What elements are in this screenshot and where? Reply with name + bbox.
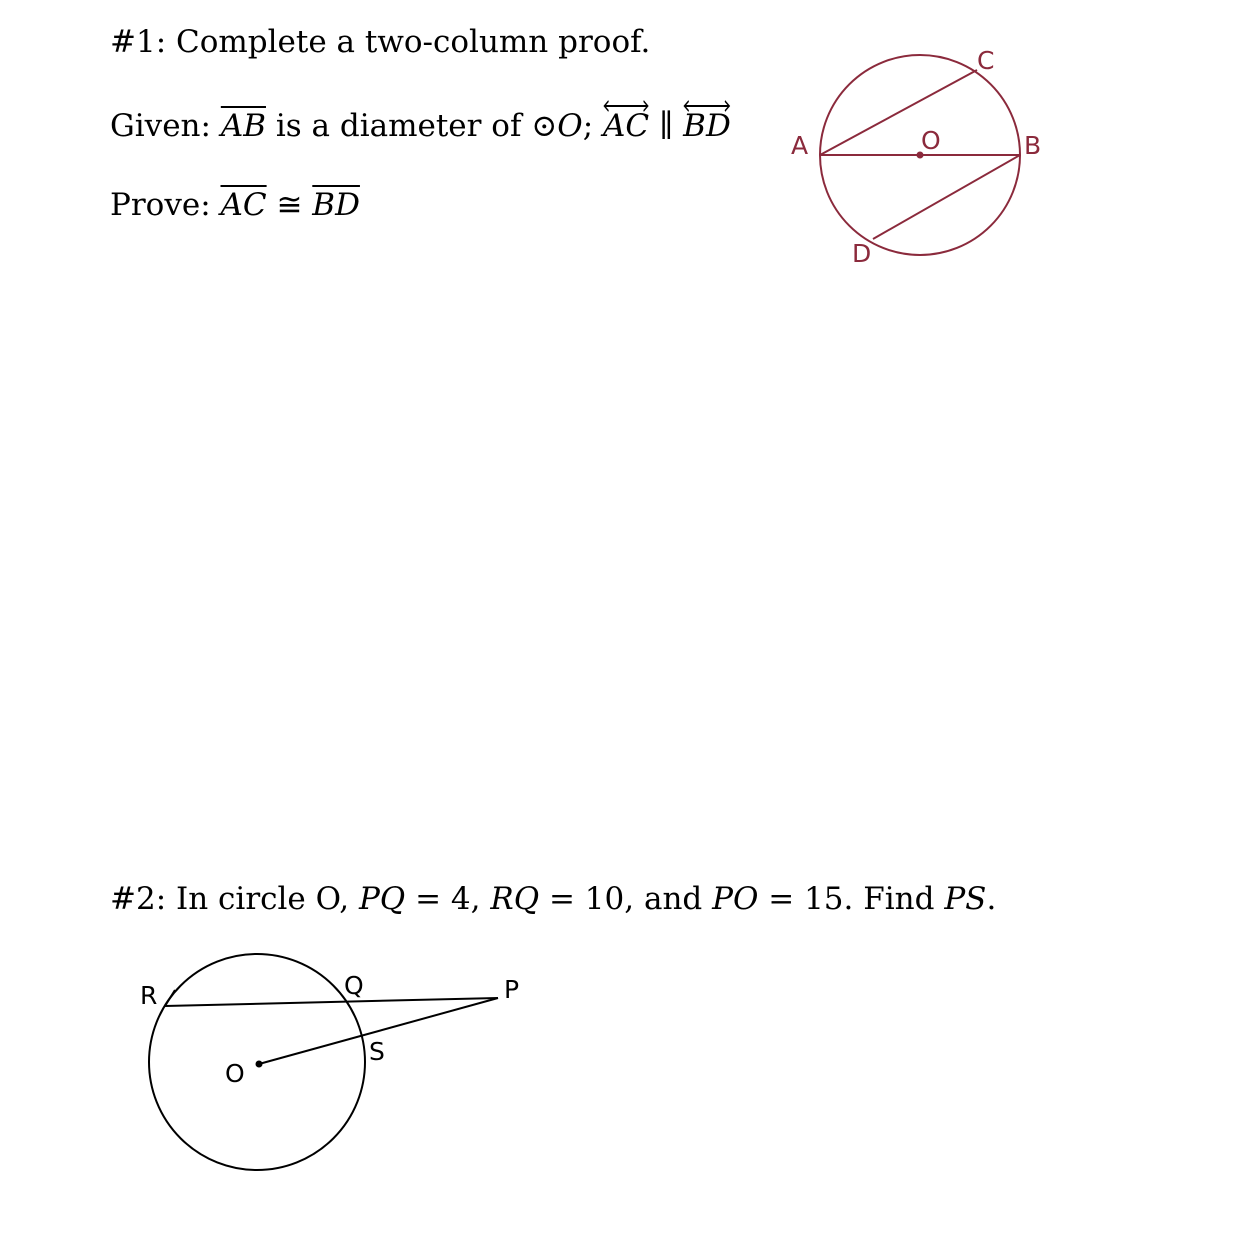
line-ac <box>603 106 649 146</box>
label-b: B <box>1024 131 1042 160</box>
problem1-figure <box>780 40 1060 270</box>
tick-r <box>165 990 175 1006</box>
double-arrow-icon <box>683 100 731 112</box>
circle-name: O <box>557 108 583 144</box>
label-c: C <box>977 46 995 75</box>
given-text: is a diameter of <box>265 108 532 144</box>
rq-name: RQ <box>490 881 540 917</box>
ps-name: PS <box>944 881 987 917</box>
center-point-o2 <box>256 1061 263 1068</box>
problem2-figure <box>130 945 530 1185</box>
pq-name: PQ <box>358 881 406 917</box>
label-d: D <box>852 239 872 268</box>
label-r: R <box>140 981 158 1010</box>
po-value: = 15. Find <box>758 881 945 917</box>
segment-ac: $\overline{AC}$ <box>220 187 267 223</box>
prove-label: Prove: <box>110 187 221 223</box>
problem2-end: . <box>986 881 997 917</box>
given-label: Given: <box>110 108 221 144</box>
problem2-intro: #2: In circle O, <box>110 881 359 917</box>
line-bd <box>683 106 731 146</box>
line-bd-text: BD <box>683 108 731 144</box>
line-ac-text: AC <box>603 108 650 144</box>
label-o2: O <box>225 1059 245 1088</box>
problem1-title: #1: Complete a two-column proof. <box>110 24 651 60</box>
po-name: PO <box>712 881 759 917</box>
double-arrow-icon <box>603 100 649 112</box>
label-a: A <box>791 131 809 160</box>
chord-bd <box>873 155 1020 239</box>
congruent-symbol: ≅ <box>266 187 313 223</box>
chord-ac <box>820 70 977 155</box>
problem2-title <box>110 879 996 919</box>
pq-value: = 4, <box>405 881 491 917</box>
label-p: P <box>504 975 520 1004</box>
segment-ab: $\overline{AB}$ <box>220 108 266 144</box>
problem1-given <box>110 106 731 146</box>
label-s: S <box>369 1037 385 1066</box>
segment-bd: $\overline{BD}$ <box>312 187 360 223</box>
rq-value: = 10, and <box>539 881 713 917</box>
given-semicolon: ; <box>582 108 604 144</box>
circle-symbol: ⊙ <box>531 108 558 144</box>
problem1-prove <box>110 185 360 225</box>
label-q: Q <box>344 971 364 1000</box>
secant-rp <box>165 998 498 1006</box>
label-o: O <box>921 126 941 155</box>
parallel-symbol: ∥ <box>649 108 684 144</box>
